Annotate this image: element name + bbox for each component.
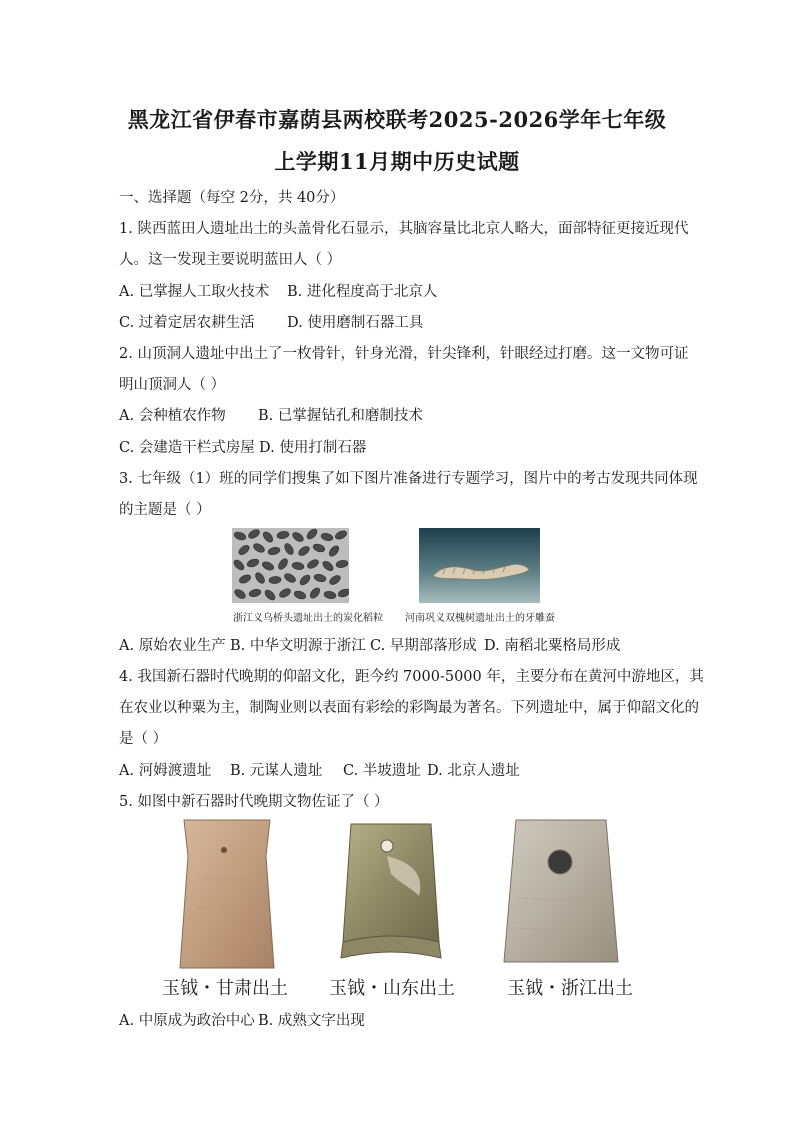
- ivory-silkworm-photo: [419, 528, 540, 603]
- q3-image-caption-1: 浙江义乌桥头遗址出土的炭化稻粒: [233, 613, 383, 624]
- carbonized-rice-photo: [232, 528, 349, 603]
- q1-option-d: D. 使用磨制石器工具: [287, 315, 424, 331]
- q2-option-a: A. 会种植农作物: [119, 408, 226, 424]
- q4-option-a: A. 河姆渡遗址: [119, 763, 212, 779]
- q3-option-d: D. 南稻北粟格局形成: [484, 638, 621, 654]
- silkworm-carving-image: [419, 528, 540, 603]
- q4-option-c: C. 半坡遗址: [343, 763, 421, 779]
- q4-option-b: B. 元谋人遗址: [230, 763, 323, 779]
- title-line-2: 上学期11月期中历史试题: [274, 149, 520, 174]
- jade-axe-zhejiang-photo: [498, 818, 624, 968]
- q1-option-c: C. 过着定居农耕生活: [119, 315, 255, 331]
- q1-stem-line-1: 1. 陕西蓝田人遗址出土的头盖骨化石显示，其脑容量比北京人略大，面部特征更接近现代: [119, 221, 689, 237]
- q4-stem-line-1: 4. 我国新石器时代晚期的仰韶文化，距今约 7000-5000 年，主要分布在黄河中游地区，其: [119, 669, 704, 685]
- q5-image-caption-1: 玉钺・甘肃出土: [162, 978, 288, 999]
- q4-option-d: D. 北京人遗址: [427, 763, 520, 779]
- q2-option-b: B. 已掌握钻孔和磨制技术: [258, 408, 423, 424]
- q5-option-b: B. 成熟文字出现: [258, 1013, 365, 1029]
- jade-axe-gansu-photo: [168, 818, 286, 970]
- q5-option-a: A. 中原成为政治中心: [119, 1013, 255, 1029]
- q5-image-caption-2: 玉钺・山东出土: [329, 978, 455, 999]
- q5-stem: 5. 如图中新石器时代晚期文物佐证了（ ）: [119, 794, 389, 810]
- q2-stem-line-1: 2. 山顶洞人遗址中出土了一枚骨针，针身光滑，针尖锋利，针眼经过打磨。这一文物可证: [119, 346, 689, 362]
- q3-image-caption-2: 河南巩义双槐树遗址出土的牙雕蚕: [405, 613, 555, 624]
- q2-stem-line-2: 明山顶洞人（ ）: [119, 377, 226, 393]
- rice-grains-image: [232, 528, 349, 603]
- jade-axe-zhejiang-image: [498, 818, 624, 968]
- q3-option-b: B. 中华文明源于浙江: [230, 638, 366, 654]
- q2-option-c: C. 会建造干栏式房屋: [119, 440, 255, 456]
- q3-stem-line-2: 的主题是（ ）: [119, 502, 211, 518]
- q1-option-a: A. 已掌握人工取火技术: [119, 284, 270, 300]
- q2-option-d: D. 使用打制石器: [259, 440, 367, 456]
- q1-option-b: B. 进化程度高于北京人: [287, 284, 438, 300]
- title-line-1: 黑龙江省伊春市嘉荫县两校联考2025-2026学年七年级: [127, 107, 667, 132]
- section-heading: 一、选择题（每空 2分，共 40分）: [119, 190, 345, 206]
- q4-stem-line-2: 在农业以种粟为主，制陶业则以表面有彩绘的彩陶最为著名。下列遗址中，属于仰韶文化的: [119, 700, 699, 716]
- q1-stem-line-2: 人。这一发现主要说明蓝田人（ ）: [119, 252, 342, 268]
- q3-stem-line-1: 3. 七年级（1）班的同学们搜集了如下图片准备进行专题学习，图片中的考古发现共同体现: [119, 471, 698, 487]
- q4-stem-line-3: 是（ ）: [119, 731, 168, 747]
- jade-axe-gansu-image: [168, 818, 286, 970]
- q3-option-a: A. 原始农业生产: [119, 638, 226, 654]
- jade-axe-shandong-photo: [329, 822, 453, 974]
- q3-option-c: C. 早期部落形成: [370, 638, 477, 654]
- q5-image-caption-3: 玉钺・浙江出土: [507, 978, 633, 999]
- jade-axe-shandong-image: [329, 822, 453, 974]
